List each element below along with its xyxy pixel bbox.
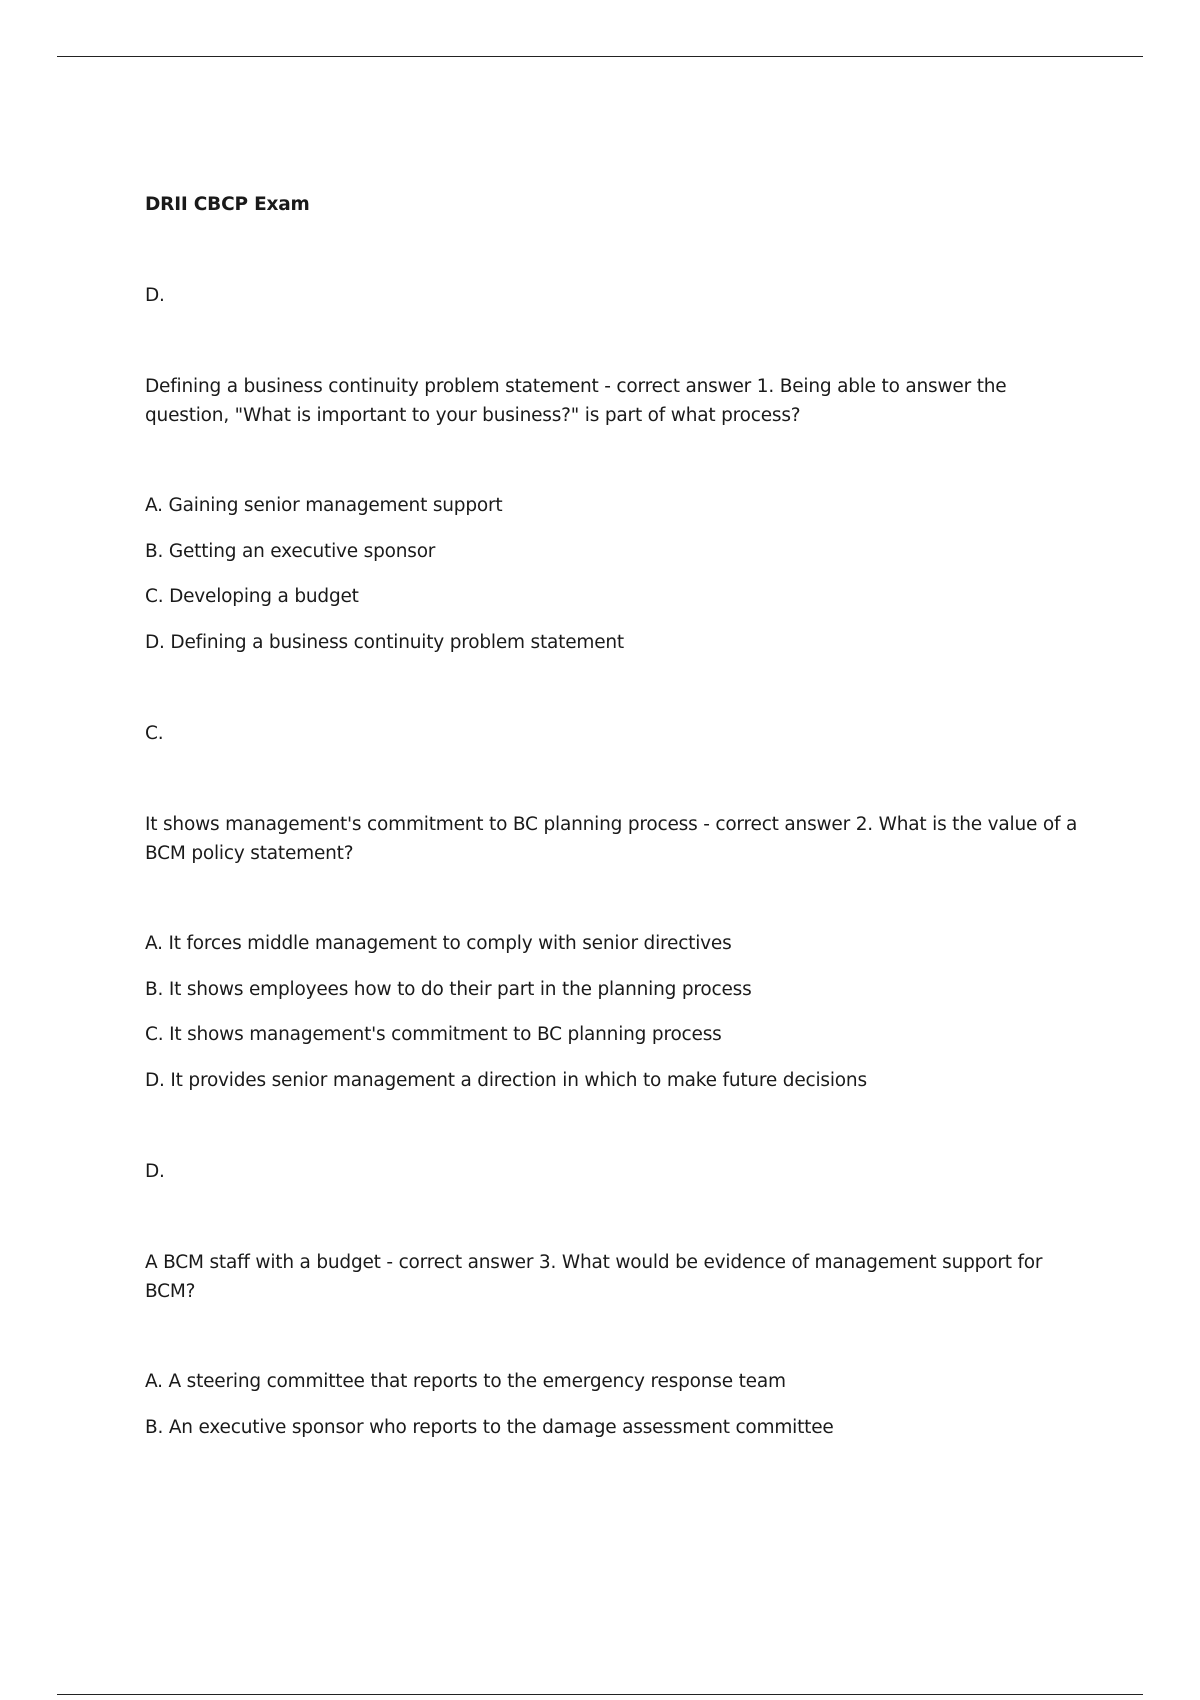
answer-letter: D. [145,1161,165,1182]
option-item: B. An executive sponsor who reports to the damage assessment committee [145,1417,834,1438]
option-item: B. It shows employees how to do their part in the planning process [145,979,752,1000]
question-statement: Defining a business continuity problem statement - correct answer 1. Being able to answer the question, "What is important to your business?" is part of what process? [145,376,1007,426]
option-item: B. Getting an executive sponsor [145,541,436,562]
answer-letter: D. [145,285,165,306]
bottom-rule [57,1694,1143,1695]
answer-letter: C. [145,723,164,744]
document-title: DRII CBCP Exam [145,194,310,215]
question-statement: It shows management's commitment to BC planning process - correct answer 2. What is the value of a BCM policy statement? [145,814,1078,864]
question-statement: A BCM staff with a budget - correct answer 3. What would be evidence of management support for BCM? [145,1252,1043,1302]
option-item: C. Developing a budget [145,586,359,607]
option-item: D. Defining a business continuity problem statement [145,632,624,653]
option-item: D. It provides senior management a direction in which to make future decisions [145,1070,867,1091]
option-item: C. It shows management's commitment to BC planning process [145,1024,722,1045]
option-item: A. A steering committee that reports to the emergency response team [145,1371,786,1392]
option-item: A. Gaining senior management support [145,495,503,516]
top-rule [57,56,1143,57]
option-item: A. It forces middle management to comply with senior directives [145,933,732,954]
